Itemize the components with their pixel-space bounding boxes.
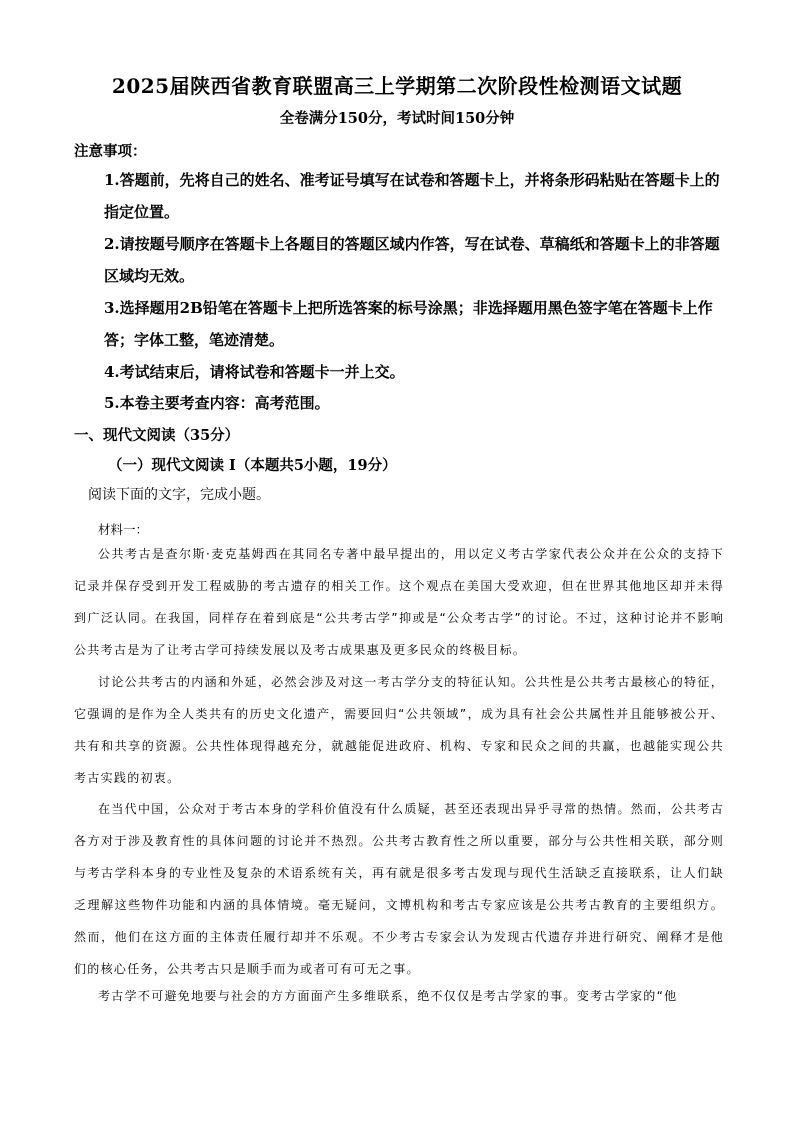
notice-item-1: 1.答题前，先将自己的姓名、准考证号填写在试卷和答题卡上，并将条形码粘贴在答题卡上的指定位置。 <box>104 171 720 221</box>
section-heading: 一、现代文阅读（35分） <box>74 427 240 444</box>
reading-instruction: 阅读下面的文字，完成小题。 <box>88 487 270 503</box>
body-paragraph-1: 公共考古是查尔斯·麦克基姆西在其同名专著中最早提出的，用以定义考古学家代表公众并在公众的支持下记录并保存受到开发工程威胁的考古遗存的相关工作。这个观点在美国大受欢迎，但在世界其他地区却并未得到广泛认同。在我国，同样存在着到底是“公共考古学”抑或是“公众考古学”的讨论。不过，这种讨论并不影响公共考古是为了让考古学可持续发展以及考古成果惠及更多民众的终极目标。 <box>74 547 724 657</box>
subsection-heading: （一）现代文阅读 I（本题共5小题，19分） <box>108 457 397 474</box>
material-label: 材料一： <box>98 522 149 537</box>
notice-item-4: 4.考试结束后，请将试卷和答题卡一并上交。 <box>104 363 405 381</box>
body-paragraph-3: 在当代中国，公众对于考古本身的学科价值没有什么质疑，甚至还表现出异乎寻常的热情。然而，公共考古各方对于涉及教育性的具体问题的讨论并不热烈。公共考古教育性之所以重要，部分与公共性相关联，部分则与考古学科本身的专业性及复杂的术语系统有关，再有就是很多考古发现与现代生活缺乏直接联系，让人们缺乏理解这些物件功能和内涵的具体情境。毫无疑问，文博机构和考古专家应该是公共考古教育的主要组织方。然而，他们在这方面的主体责任履行却并不乐观。不少考古专家会认为发现古代遗存并进行研究、阐释才是他们的核心任务，公共考古只是顺手而为或者可有可无之事。 <box>74 802 724 976</box>
body-paragraph-2: 讨论公共考古的内涵和外延，必然会涉及对这一考古学分支的特征认知。公共性是公共考古最核心的特征，它强调的是作为全人类共有的历史文化遗产，需要回归“公共领域”，成为具有社会公共属性并且能够被公开、共有和共享的资源。公共性体现得越充分，就越能促进政府、机构、专家和民众之间的共赢，也越能实现公共考古实践的初衷。 <box>74 675 724 785</box>
notice-item-2: 2.请按题号顺序在答题卡上各题目的答题区域内作答，写在试卷、草稿纸和答题卡上的非答题区域均无效。 <box>104 235 720 285</box>
exam-title: 2025届陕西省教育联盟高三上学期第二次阶段性检测语文试题 <box>111 74 683 98</box>
body-paragraph-4: 考古学不可避免地要与社会的方方面面产生多维联系，绝不仅仅是考古学家的事。变考古学家的“他 <box>98 989 678 1003</box>
notice-item-5: 5.本卷主要考查内容：高考范围。 <box>104 394 330 412</box>
notice-item-3: 3.选择题用2B铅笔在答题卡上把所选答案的标号涂黑；非选择题用黑色签字笔在答题卡上作答；字体工整，笔迹清楚。 <box>104 299 713 349</box>
exam-subtitle: 全卷满分150分，考试时间150分钟 <box>279 110 515 127</box>
notice-heading: 注意事项： <box>74 143 147 160</box>
